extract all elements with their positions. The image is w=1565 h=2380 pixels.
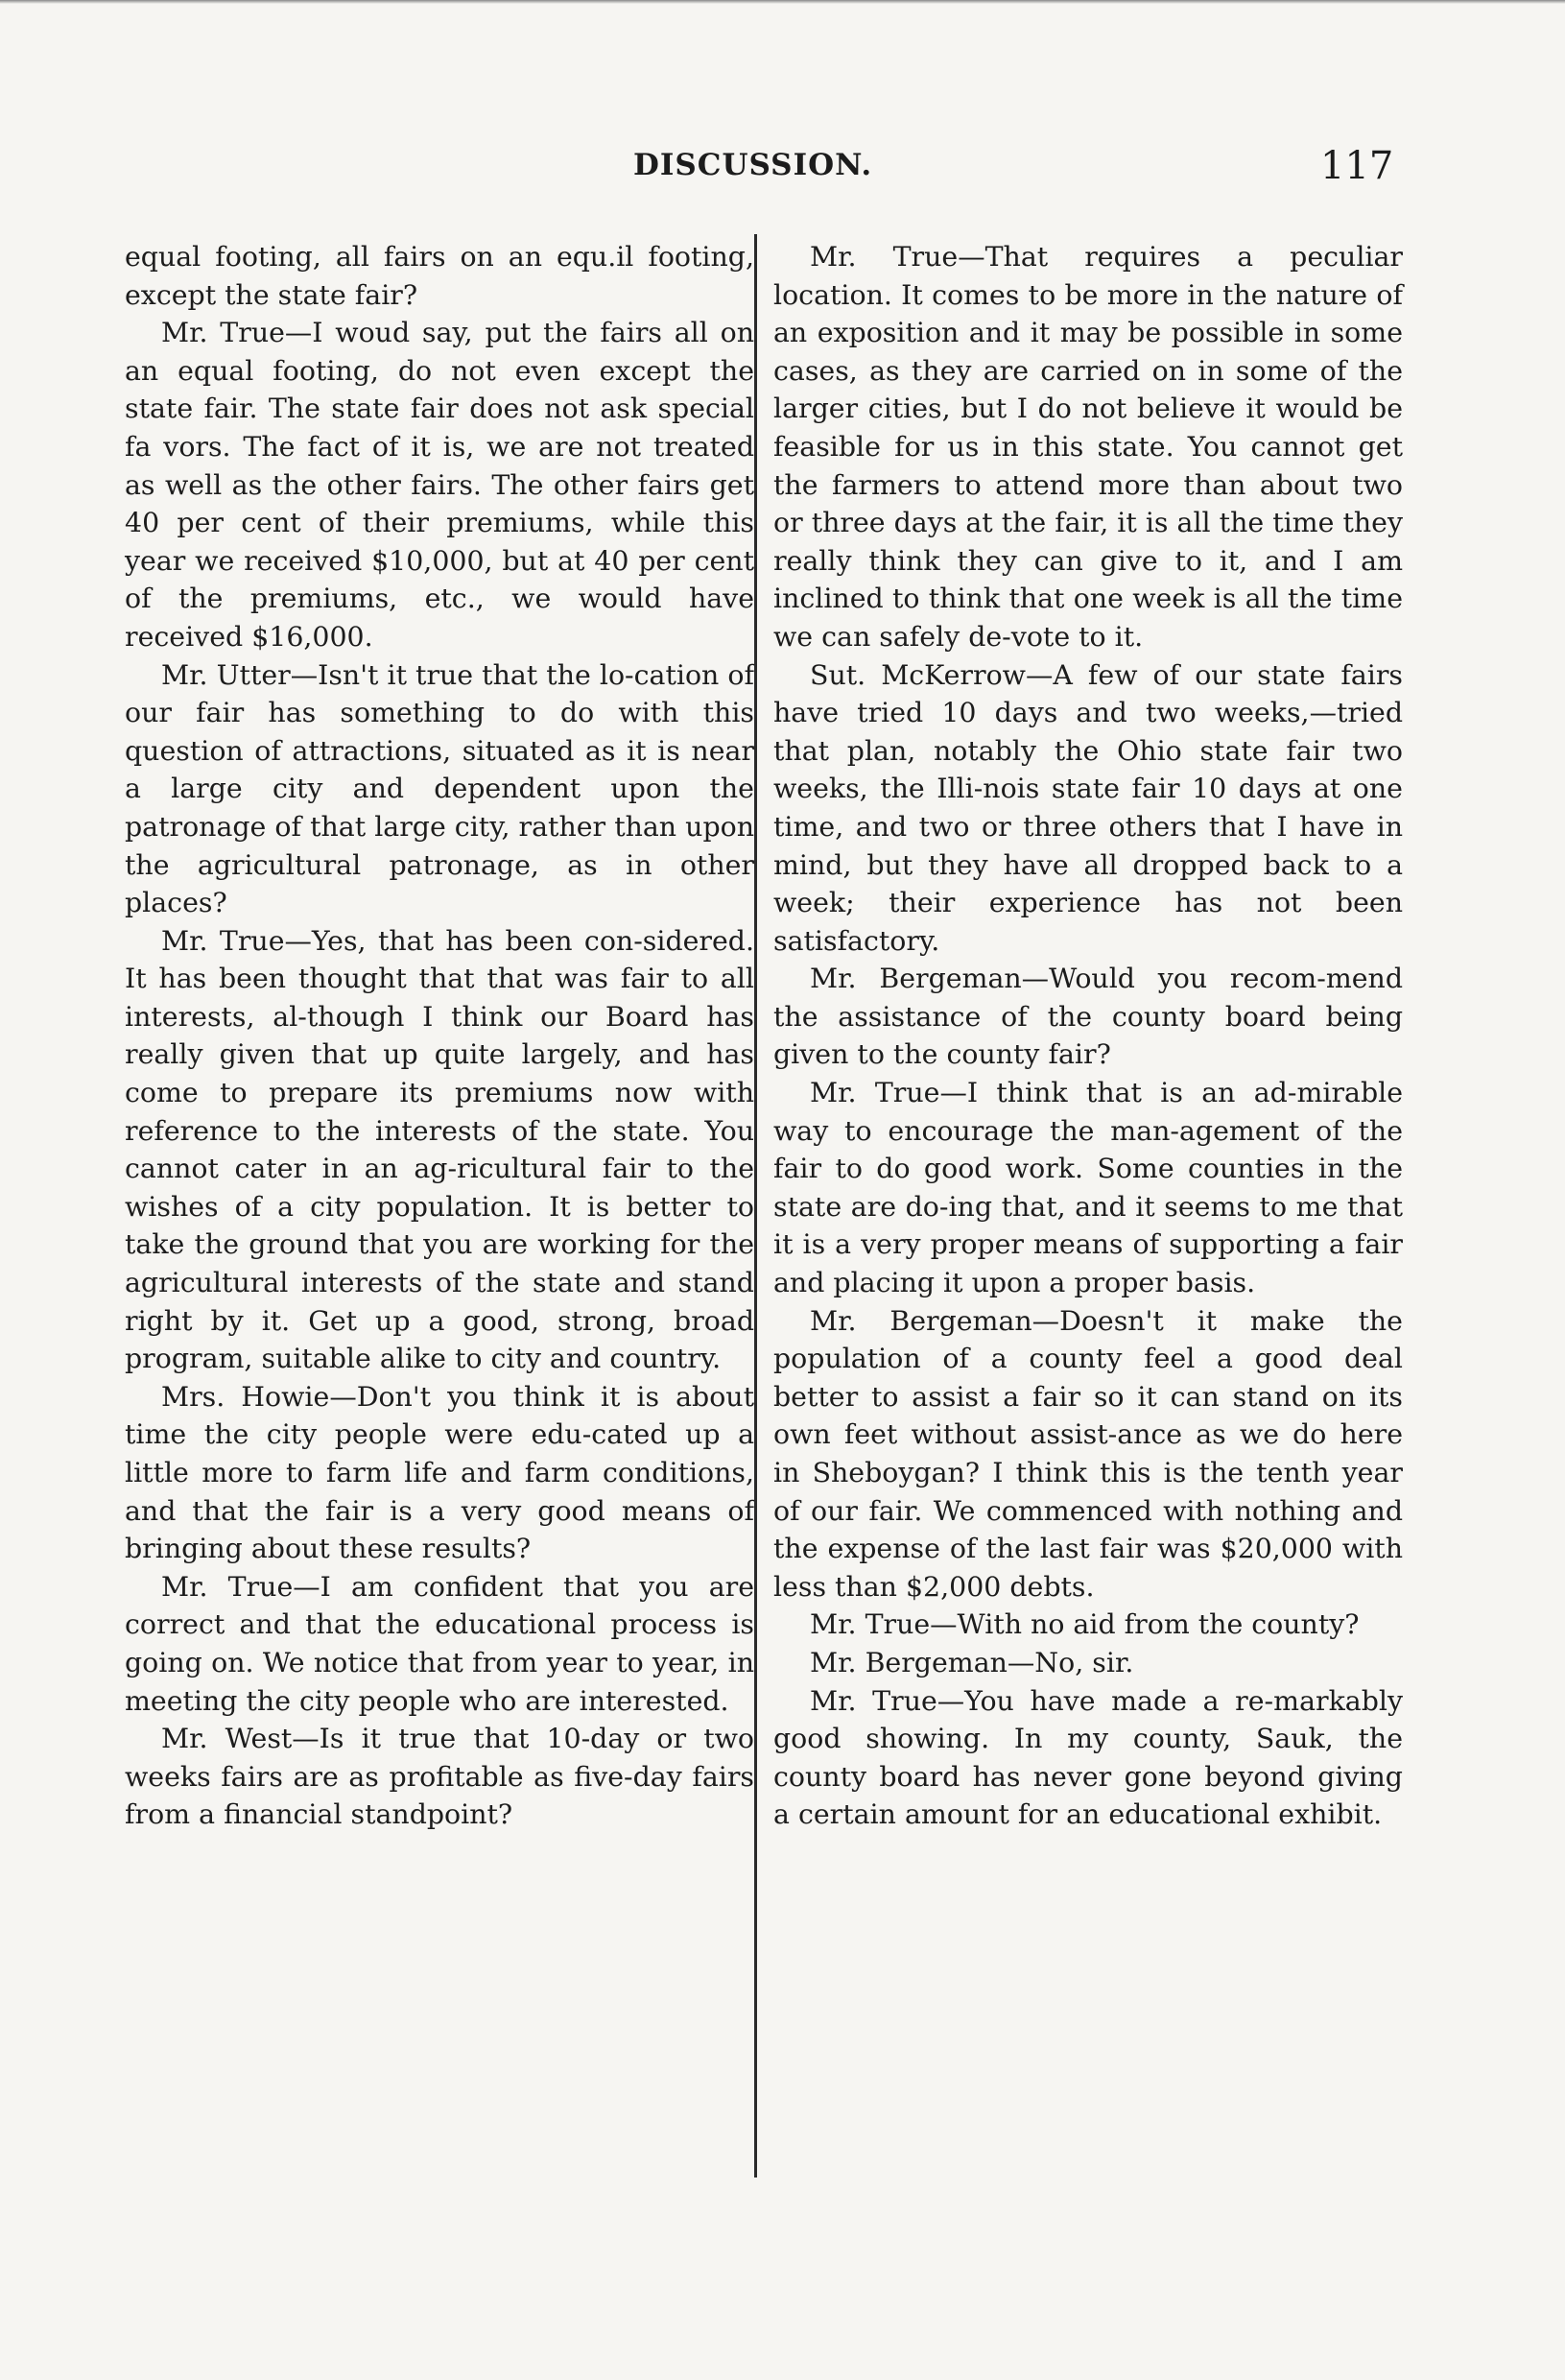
paragraph: equal footing, all fairs on an equ.il footing, except the state fair?	[125, 241, 754, 311]
paragraph: Mr. True—With no aid from the county?	[810, 1608, 1360, 1641]
paragraph: Mr. True—Yes, that has been con-sidered. It has been thought that that was fair to all interests, al-though I think our Board has really given that up quite largely, and has come to prepare its premiums now with reference to the interests of the state. You cannot cater in an ag-ricultural fair to the wishes of a city population. It is better to take the ground that you are working for the agricultural interests of the state and stand right by it. Get up a good, strong, broad program, suitable alike to city and country.	[125, 924, 754, 1375]
paragraph: Mr. True—I think that is an ad-mirable way to encourage the man-agement of the fair to do good work. Some counties in the state are do-ing that, and it seems to me that it is a very proper means of supporting a fair and placing it upon a proper basis.	[773, 1077, 1403, 1299]
page-top-edge	[0, 0, 1565, 4]
paragraph: Mr. True—You have made a re-markably good showing. In my county, Sauk, the county board has never gone beyond giving a certain amount for an educational exhibit.	[773, 1684, 1403, 1831]
paragraph: Mr. True—I am confident that you are correct and that the educational process is going on. We notice that from year to year, in meeting the city people who are interested.	[125, 1570, 754, 1717]
paragraph: Mrs. Howie—Don't you think it is about time the city people were edu-cated up a little more to farm life and farm conditions, and that the fair is a very good means of bringing about these results?	[125, 1380, 754, 1565]
paragraph: Mr. Utter—Isn't it true that the lo-cation of our fair has something to do with this question of attractions, situated as it is near a large city and dependent upon the patronage of that large city, rather than upon the agricultural patronage, as in other places?	[125, 658, 754, 919]
paragraph: Sut. McKerrow—A few of our state fairs have tried 10 days and two weeks,—tried that plan, notably the Ohio state fair two weeks, the Illi-nois state fair 10 days at one time, and two or three others that I have in mind, but they have all dropped back to a week; their experience has not been satisfactory.	[773, 658, 1403, 957]
paragraph: Mr. West—Is it true that 10-day or two weeks fairs are as profitable as five-day fairs from a financial standpoint?	[125, 1723, 754, 1831]
paragraph: Mr. True—That requires a peculiar location. It comes to be more in the nature of an exposition and it may be possible in some cases, as they are carried on in some of the larger cities, but I do not believe it would be feasible for us in this state. You cannot get the farmers to attend more than about two or three days at the fair, it is all the time they really think they can give to it, and I am inclined to think that one week is all the time we can safely de-vote to it.	[773, 241, 1403, 653]
page-title: DISCUSSION.	[633, 148, 873, 182]
left-column	[125, 238, 754, 1834]
column-divider	[754, 234, 757, 2178]
paragraph: Mr. Bergeman—Would you recom-mend the assistance of the county board being given to the county fair?	[773, 963, 1403, 1071]
page-number: 117	[1320, 144, 1394, 188]
right-column	[773, 238, 1403, 1834]
paragraph: Mr. True—I woud say, put the fairs all on an equal footing, do not even except the state fair. The state fair does not ask special fa vors. The fact of it is, we are not treated as well as the other fairs. The other fairs get 40 per cent of their premiums, while this year we received $10,000, but at 40 per cent of the premiums, etc., we would have received $16,000.	[125, 317, 754, 653]
paragraph: Mr. Bergeman—No, sir.	[810, 1646, 1134, 1678]
paragraph: Mr. Bergeman—Doesn't it make the population of a county feel a good deal better to assist a fair so it can stand on its own feet without assist-ance as we do here in Sheboygan? I think this is the tenth year of our fair. We commenced with nothing and the expense of the last fair was $20,000 with less than $2,000 debts.	[773, 1304, 1403, 1603]
running-head	[0, 144, 1565, 202]
